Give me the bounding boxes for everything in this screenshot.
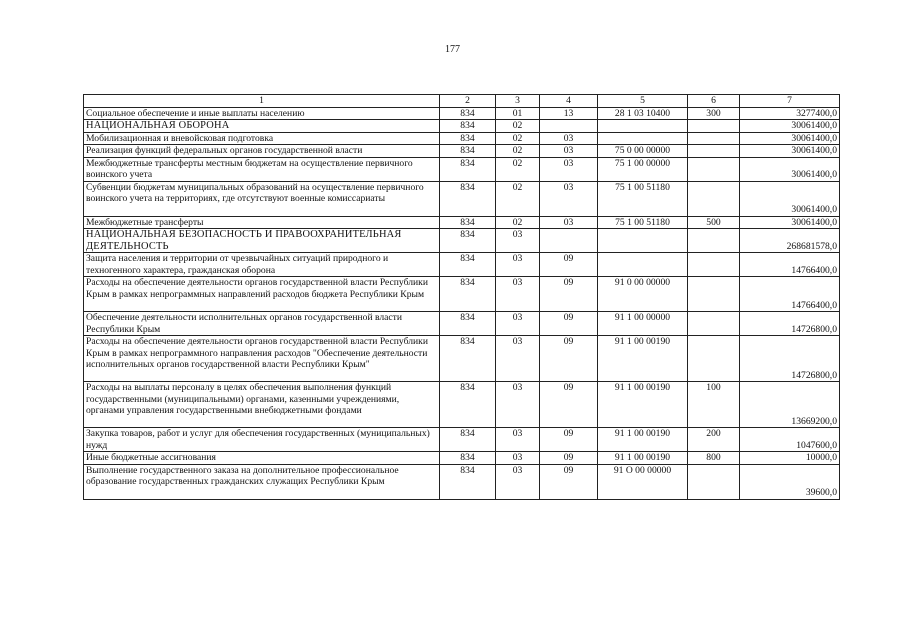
name-cell: Расходы на обеспечение деятельности органов государственной власти Республики Крым в рамках непрограммных направлений расходов бюджета Республики Крым — [84, 277, 440, 312]
name-cell: Расходы на выплаты персоналу в целях обеспечения выполнения функций государственными (муниципальными) органами, казенными учреждениями, органами управления государственными внебюджетными фондами — [84, 382, 440, 428]
table-row — [84, 181, 840, 216]
code-cell-subsection: 03 — [540, 181, 598, 216]
table-row — [84, 336, 840, 382]
code-cell-grbs: 834 — [440, 464, 496, 499]
code-cell-grbs: 834 — [440, 253, 496, 277]
table-row — [84, 107, 840, 120]
name-cell: Иные бюджетные ассигнования — [84, 452, 440, 465]
code-cell-type — [688, 277, 740, 312]
code-cell-target: 75 0 00 00000 — [598, 145, 688, 158]
code-cell-section: 02 — [496, 145, 540, 158]
code-cell-subsection — [540, 120, 598, 133]
amount-cell: 30061400,0 — [740, 145, 840, 158]
code-cell-type: 100 — [688, 382, 740, 428]
table-header-row — [84, 95, 840, 108]
code-cell-section: 02 — [496, 157, 540, 181]
code-cell-subsection: 03 — [540, 145, 598, 158]
code-cell-grbs: 834 — [440, 216, 496, 229]
code-cell-grbs: 834 — [440, 336, 496, 382]
code-cell-target: 91 1 00 00190 — [598, 452, 688, 465]
code-cell-section: 03 — [496, 452, 540, 465]
code-cell-target: 75 1 00 00000 — [598, 157, 688, 181]
amount-cell: 13669200,0 — [740, 382, 840, 428]
code-cell-target — [598, 229, 688, 253]
code-cell-section: 02 — [496, 216, 540, 229]
code-cell-subsection: 09 — [540, 452, 598, 465]
code-cell-section: 02 — [496, 132, 540, 145]
code-cell-type — [688, 253, 740, 277]
header-cell: 6 — [688, 95, 740, 108]
header-cell: 3 — [496, 95, 540, 108]
code-cell-target — [598, 253, 688, 277]
header-cell: 7 — [740, 95, 840, 108]
code-cell-target — [598, 120, 688, 133]
code-cell-type — [688, 181, 740, 216]
amount-cell: 3277400,0 — [740, 107, 840, 120]
header-cell: 2 — [440, 95, 496, 108]
code-cell-type — [688, 229, 740, 253]
code-cell-grbs: 834 — [440, 382, 496, 428]
code-cell-section: 03 — [496, 336, 540, 382]
amount-cell: 30061400,0 — [740, 132, 840, 145]
code-cell-grbs: 834 — [440, 452, 496, 465]
name-cell: Межбюджетные трансферты местным бюджетам на осуществление первичного воинского учета — [84, 157, 440, 181]
amount-cell: 1047600,0 — [740, 428, 840, 452]
code-cell-section: 01 — [496, 107, 540, 120]
code-cell-target — [598, 132, 688, 145]
header-cell: 5 — [598, 95, 688, 108]
amount-cell: 14726800,0 — [740, 336, 840, 382]
code-cell-subsection: 03 — [540, 157, 598, 181]
code-cell-grbs: 834 — [440, 181, 496, 216]
table-row — [84, 157, 840, 181]
code-cell-subsection: 09 — [540, 312, 598, 336]
code-cell-grbs: 834 — [440, 312, 496, 336]
name-cell: НАЦИОНАЛЬНАЯ БЕЗОПАСНОСТЬ И ПРАВООХРАНИТЕЛЬНАЯ ДЕЯТЕЛЬНОСТЬ — [84, 229, 440, 253]
code-cell-target: 91 0 00 00000 — [598, 277, 688, 312]
code-cell-section: 03 — [496, 382, 540, 428]
name-cell: НАЦИОНАЛЬНАЯ ОБОРОНА — [84, 120, 440, 133]
code-cell-section: 02 — [496, 181, 540, 216]
code-cell-type: 200 — [688, 428, 740, 452]
amount-cell: 268681578,0 — [740, 229, 840, 253]
page-number: 177 — [445, 44, 460, 55]
code-cell-target: 28 1 03 10400 — [598, 107, 688, 120]
code-cell-subsection: 03 — [540, 132, 598, 145]
amount-cell: 30061400,0 — [740, 181, 840, 216]
table-row — [84, 428, 840, 452]
table-row — [84, 216, 840, 229]
code-cell-subsection: 09 — [540, 253, 598, 277]
name-cell: Мобилизационная и вневойсковая подготовка — [84, 132, 440, 145]
code-cell-type: 300 — [688, 107, 740, 120]
table-row — [84, 145, 840, 158]
code-cell-target: 91 1 00 00000 — [598, 312, 688, 336]
amount-cell: 14726800,0 — [740, 312, 840, 336]
code-cell-type — [688, 120, 740, 133]
code-cell-type — [688, 464, 740, 499]
code-cell-subsection — [540, 229, 598, 253]
name-cell: Обеспечение деятельности исполнительных органов государственной власти Республики Крым — [84, 312, 440, 336]
code-cell-grbs: 834 — [440, 132, 496, 145]
code-cell-subsection: 09 — [540, 382, 598, 428]
code-cell-type — [688, 132, 740, 145]
code-cell-target: 91 1 00 00190 — [598, 336, 688, 382]
table-row — [84, 229, 840, 253]
header-cell: 4 — [540, 95, 598, 108]
name-cell: Защита населения и территории от чрезвычайных ситуаций природного и техногенного характера, гражданская оборона — [84, 253, 440, 277]
code-cell-grbs: 834 — [440, 107, 496, 120]
code-cell-target: 91 1 00 00190 — [598, 382, 688, 428]
code-cell-grbs: 834 — [440, 277, 496, 312]
code-cell-target: 75 1 00 51180 — [598, 216, 688, 229]
table-row — [84, 132, 840, 145]
code-cell-grbs: 834 — [440, 229, 496, 253]
header-cell: 1 — [84, 95, 440, 108]
code-cell-type — [688, 145, 740, 158]
code-cell-subsection: 09 — [540, 464, 598, 499]
amount-cell: 10000,0 — [740, 452, 840, 465]
code-cell-subsection: 13 — [540, 107, 598, 120]
table-row — [84, 120, 840, 133]
code-cell-section: 03 — [496, 229, 540, 253]
code-cell-grbs: 834 — [440, 145, 496, 158]
code-cell-type: 500 — [688, 216, 740, 229]
code-cell-grbs: 834 — [440, 157, 496, 181]
code-cell-subsection: 09 — [540, 428, 598, 452]
code-cell-subsection: 03 — [540, 216, 598, 229]
code-cell-type: 800 — [688, 452, 740, 465]
code-cell-section: 03 — [496, 428, 540, 452]
code-cell-section: 03 — [496, 253, 540, 277]
budget-table — [83, 94, 840, 500]
code-cell-section: 03 — [496, 312, 540, 336]
table-row — [84, 312, 840, 336]
table-row — [84, 452, 840, 465]
table-row — [84, 464, 840, 499]
amount-cell: 14766400,0 — [740, 277, 840, 312]
code-cell-target: 91 О 00 00000 — [598, 464, 688, 499]
table-row — [84, 277, 840, 312]
name-cell: Межбюджетные трансферты — [84, 216, 440, 229]
code-cell-type — [688, 312, 740, 336]
name-cell: Выполнение государственного заказа на дополнительное профессиональное образование государственных гражданских служащих Республики Крым — [84, 464, 440, 499]
amount-cell: 30061400,0 — [740, 216, 840, 229]
table-row — [84, 382, 840, 428]
amount-cell: 30061400,0 — [740, 157, 840, 181]
code-cell-subsection: 09 — [540, 336, 598, 382]
name-cell: Социальное обеспечение и иные выплаты населению — [84, 107, 440, 120]
table-row — [84, 253, 840, 277]
code-cell-grbs: 834 — [440, 428, 496, 452]
amount-cell: 30061400,0 — [740, 120, 840, 133]
name-cell: Расходы на обеспечение деятельности органов государственной власти Республики Крым в рамках непрограммного направления расходов "Обеспечение деятельности исполнительных органов государственной власти Республики Крым" — [84, 336, 440, 382]
code-cell-type — [688, 157, 740, 181]
name-cell: Закупка товаров, работ и услуг для обеспечения государственных (муниципальных) нужд — [84, 428, 440, 452]
name-cell: Реализация функций федеральных органов государственной власти — [84, 145, 440, 158]
code-cell-section: 03 — [496, 277, 540, 312]
code-cell-subsection: 09 — [540, 277, 598, 312]
amount-cell: 39600,0 — [740, 464, 840, 499]
code-cell-type — [688, 336, 740, 382]
name-cell: Субвенции бюджетам муниципальных образований на осуществление первичного воинского учета на территориях, где отсутствуют военные комиссариаты — [84, 181, 440, 216]
code-cell-target: 91 1 00 00190 — [598, 428, 688, 452]
code-cell-target: 75 1 00 51180 — [598, 181, 688, 216]
code-cell-section: 02 — [496, 120, 540, 133]
code-cell-section: 03 — [496, 464, 540, 499]
code-cell-grbs: 834 — [440, 120, 496, 133]
amount-cell: 14766400,0 — [740, 253, 840, 277]
